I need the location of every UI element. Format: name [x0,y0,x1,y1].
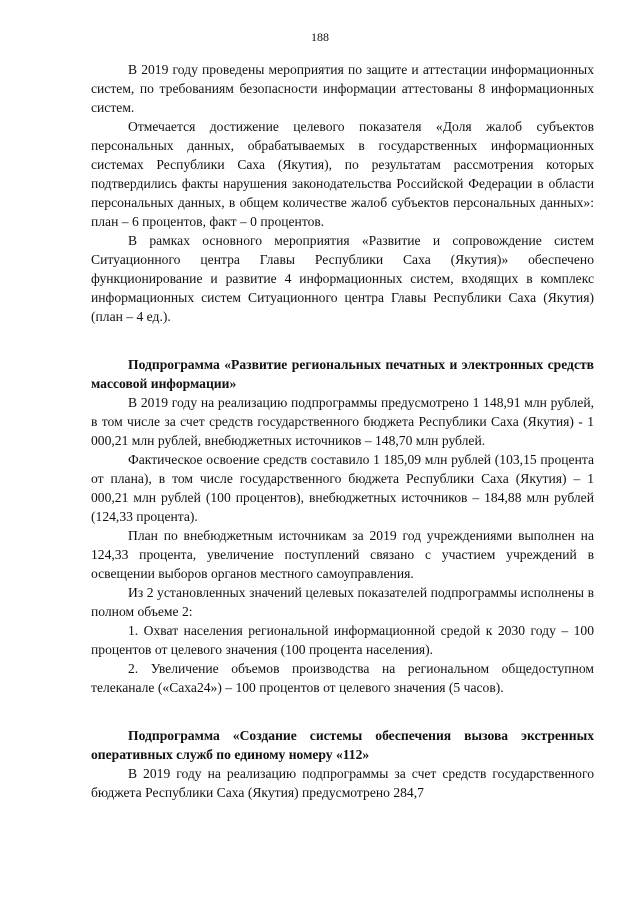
paragraph-attestation: В 2019 году проведены мероприятия по защите и аттестации информационных систем, по требованиям безопасности информации аттестованы 8 информационных систем. [91,62,594,115]
paragraph-situation-center: В рамках основного мероприятия «Развитие и сопровождение систем Ситуационного центра Главы Республики Саха (Якутия)» обеспечено функционирование и развитие 4 информационных систем, входящих в комплекс информационных систем Ситуационного центра Главы Республики Саха (Якутия) (план – 4 ед.). [91,233,594,324]
paragraph-extrabudgetary-plan: План по внебюджетным источникам за 2019 год учреждениями выполнен на 124,33 процента, увеличение поступлений связано с участием учреждений в освещении выборов органов местного самоуправления. [91,528,594,581]
heading-media-subprogram: Подпрограмма «Развитие региональных печатных и электронных средств массовой информации» [91,357,594,391]
page-content [91,60,594,802]
list-item-coverage: 1. Охват населения региональной информационной средой к 2030 году – 100 процентов от целевого значения (100 процента населения). [91,623,594,657]
page-number: 188 [311,30,329,44]
paragraph-personal-data-indicator: Отмечается достижение целевого показателя «Доля жалоб субъектов персональных данных, обрабатываемых в государственных информационных системах Республики Саха (Якутия), по результатам рассмотрения которых подтвердились факты нарушения законодательства Российской Федерации в области персональных данных, в общем количестве жалоб субъектов персональных данных»: план – 6 процентов, факт – 0 процентов. [91,119,594,229]
paragraph-target-indicators: Из 2 установленных значений целевых показателей подпрограммы исполнены в полном объеме 2: [91,585,594,619]
paragraph-media-funding: В 2019 году на реализацию подпрограммы предусмотрено 1 148,91 млн рублей, в том числе за счет средств государственного бюджета Республики Саха (Якутия) - 1 000,21 млн рублей, внебюджетных источников – 148,70 млн рублей. [91,395,594,448]
paragraph-media-actual-spending: Фактическое освоение средств составило 1 185,09 млн рублей (103,15 процента от плана), в том числе государственного бюджета Республики Саха (Якутия) – 1 000,21 млн рублей (100 процентов), внебюджетных источников – 184,88 млн рублей (124,33 процента). [91,452,594,524]
heading-112-subprogram: Подпрограмма «Создание системы обеспечения вызова экстренных оперативных служб по единому номеру «112» [91,728,594,762]
paragraph-112-funding: В 2019 году на реализацию подпрограммы за счет средств государственного бюджета Республики Саха (Якутия) предусмотрено 284,7 [91,766,594,800]
list-item-tv-production: 2. Увеличение объемов производства на региональном общедоступном телеканале («Саха24») – 100 процентов от целевого значения (5 часов). [91,661,594,695]
